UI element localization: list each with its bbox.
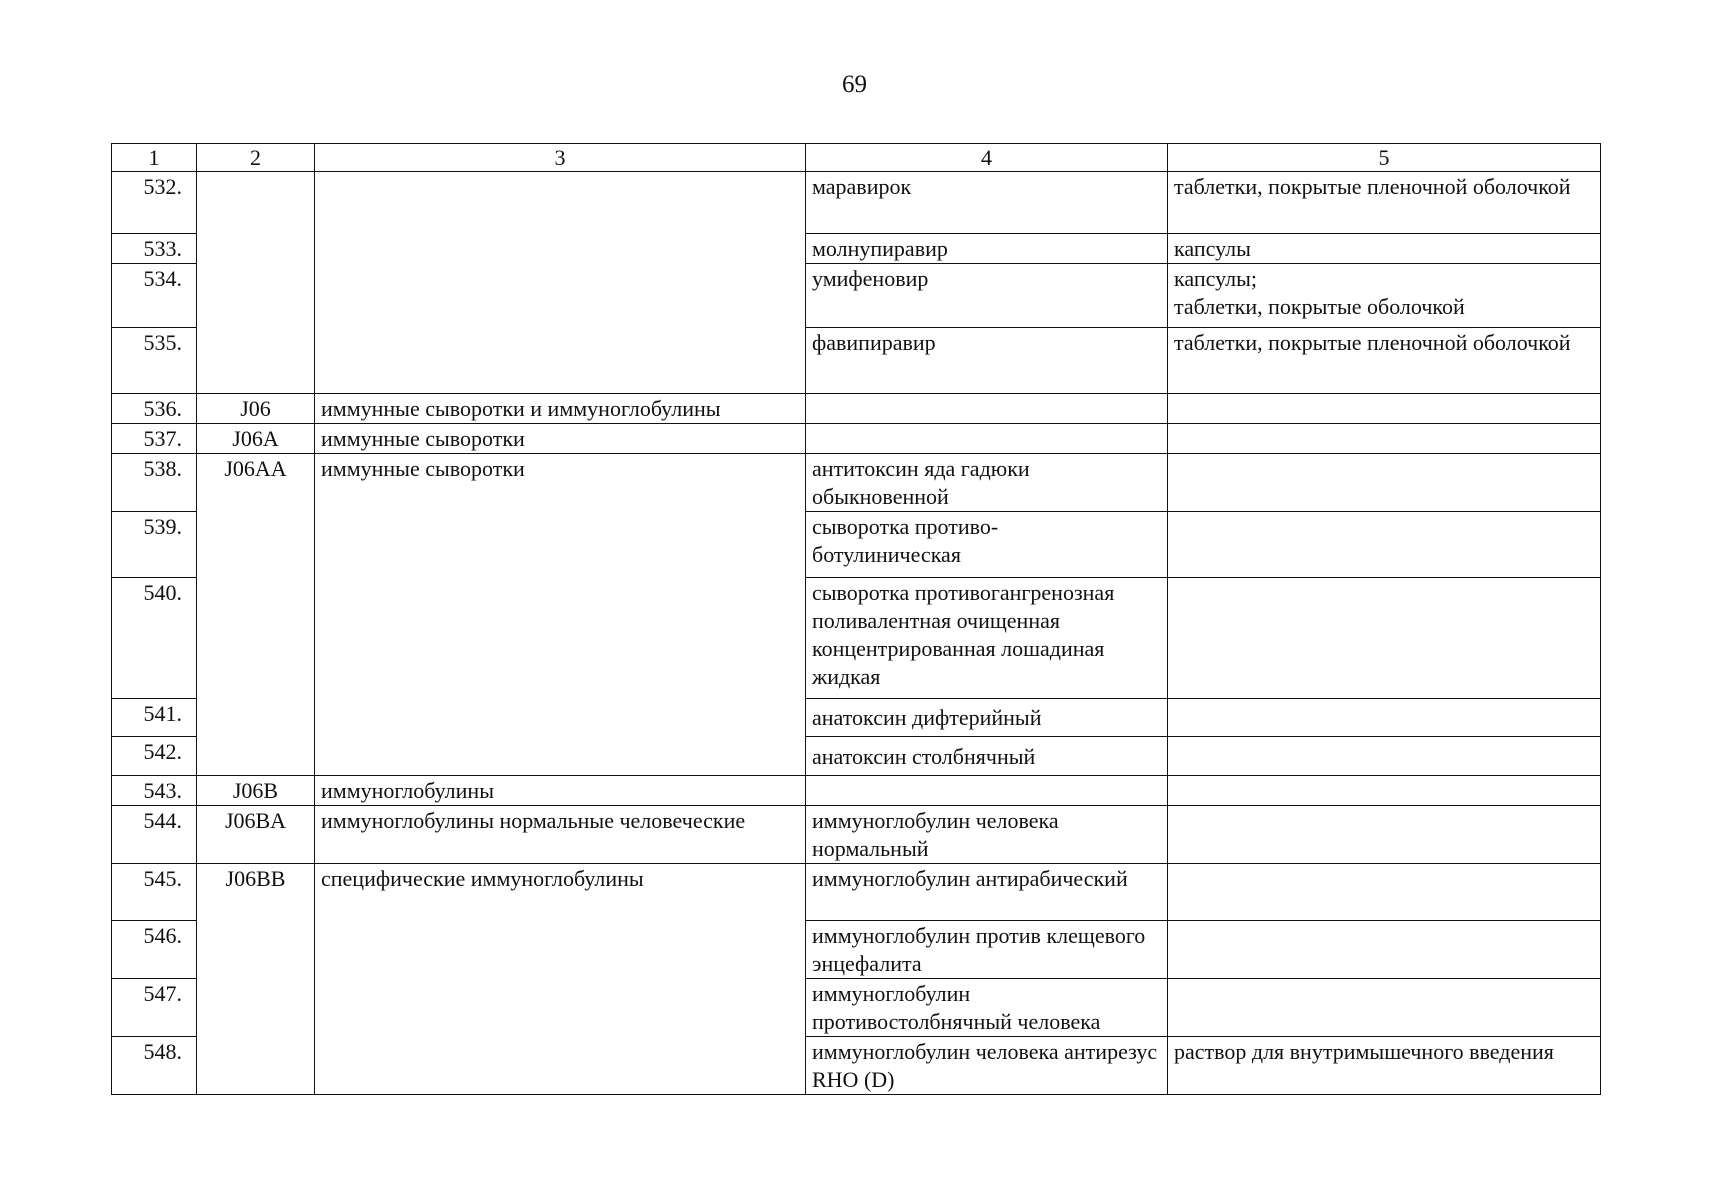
dosage-form bbox=[1168, 979, 1601, 1037]
drug-name: иммуноглобулин противостолбнячный человека bbox=[806, 979, 1168, 1037]
dosage-form bbox=[1168, 699, 1601, 737]
dosage-form bbox=[1168, 737, 1601, 776]
drug-name: молнупиравир bbox=[806, 234, 1168, 264]
row-number: 548. bbox=[112, 1037, 197, 1095]
row-number: 536. bbox=[112, 394, 197, 424]
row-number: 545. bbox=[112, 864, 197, 921]
drug-name: иммуноглобулин человека антирезус RHO (D) bbox=[806, 1037, 1168, 1095]
dosage-form: таблетки, покрытые пленочной оболочкой bbox=[1168, 328, 1601, 394]
atc-code: J06B bbox=[197, 776, 315, 806]
header-row bbox=[112, 144, 1601, 172]
table-row bbox=[112, 776, 1601, 806]
row-number: 547. bbox=[112, 979, 197, 1037]
drug-name: иммуноглобулин человека нормальный bbox=[806, 806, 1168, 864]
row-number: 535. bbox=[112, 328, 197, 394]
drug-name: антитоксин яда гадюки обыкновенной bbox=[806, 454, 1168, 512]
column-header-5: 5 bbox=[1168, 144, 1601, 172]
row-number: 539. bbox=[112, 512, 197, 578]
group-name: специфические иммуноглобулины bbox=[315, 864, 806, 1095]
row-number: 541. bbox=[112, 699, 197, 737]
dosage-form bbox=[1168, 776, 1601, 806]
drug-table bbox=[111, 143, 1601, 1095]
dosage-form bbox=[1168, 454, 1601, 512]
row-number: 542. bbox=[112, 737, 197, 776]
drug-name bbox=[806, 424, 1168, 454]
drug-name: иммуноглобулин антирабический bbox=[806, 864, 1168, 921]
drug-name: фавипиравир bbox=[806, 328, 1168, 394]
row-number: 540. bbox=[112, 578, 197, 699]
column-header-4: 4 bbox=[806, 144, 1168, 172]
dosage-form: таблетки, покрытые пленочной оболочкой bbox=[1168, 172, 1601, 234]
dosage-form bbox=[1168, 921, 1601, 979]
column-header-1: 1 bbox=[112, 144, 197, 172]
dosage-form bbox=[1168, 424, 1601, 454]
dosage-form: капсулы bbox=[1168, 234, 1601, 264]
row-number: 546. bbox=[112, 921, 197, 979]
row-number: 533. bbox=[112, 234, 197, 264]
table-row bbox=[112, 394, 1601, 424]
drug-name: иммуноглобулин против клещевого энцефалита bbox=[806, 921, 1168, 979]
drug-name bbox=[806, 394, 1168, 424]
group-name: иммуноглобулины bbox=[315, 776, 806, 806]
page-number: 69 bbox=[842, 71, 867, 98]
drug-name: маравирок bbox=[806, 172, 1168, 234]
group-name bbox=[315, 172, 806, 394]
group-name: иммунные сыворотки и иммуноглобулины bbox=[315, 394, 806, 424]
dosage-form bbox=[1168, 578, 1601, 699]
atc-code bbox=[197, 172, 315, 394]
drug-name: анатоксин столбнячный bbox=[806, 737, 1168, 776]
atc-code: J06 bbox=[197, 394, 315, 424]
column-header-3: 3 bbox=[315, 144, 806, 172]
dosage-form bbox=[1168, 864, 1601, 921]
group-name: иммунные сыворотки bbox=[315, 424, 806, 454]
table-row bbox=[112, 806, 1601, 864]
row-number: 538. bbox=[112, 454, 197, 512]
drug-name: умифеновир bbox=[806, 264, 1168, 328]
table-row bbox=[112, 864, 1601, 921]
dosage-form bbox=[1168, 394, 1601, 424]
drug-name: сыворотка противо- ботулиническая bbox=[806, 512, 1168, 578]
dosage-form bbox=[1168, 806, 1601, 864]
atc-code: J06BB bbox=[197, 864, 315, 1095]
drug-name: анатоксин дифтерийный bbox=[806, 699, 1168, 737]
dosage-form: капсулы; таблетки, покрытые оболочкой bbox=[1168, 264, 1601, 328]
drug-name: сыворотка противогангренозная поливалентная очищенная концентрированная лошадиная жидкая bbox=[806, 578, 1168, 699]
row-number: 537. bbox=[112, 424, 197, 454]
atc-code: J06AA bbox=[197, 454, 315, 776]
table-row bbox=[112, 424, 1601, 454]
row-number: 544. bbox=[112, 806, 197, 864]
drug-name bbox=[806, 776, 1168, 806]
atc-code: J06BA bbox=[197, 806, 315, 864]
group-name: иммунные сыворотки bbox=[315, 454, 806, 776]
row-number: 532. bbox=[112, 172, 197, 234]
group-name: иммуноглобулины нормальные человеческие bbox=[315, 806, 806, 864]
column-header-2: 2 bbox=[197, 144, 315, 172]
table-row bbox=[112, 454, 1601, 512]
table-row bbox=[112, 172, 1601, 234]
dosage-form: раствор для внутримышечного введения bbox=[1168, 1037, 1601, 1095]
atc-code: J06A bbox=[197, 424, 315, 454]
row-number: 534. bbox=[112, 264, 197, 328]
dosage-form bbox=[1168, 512, 1601, 578]
row-number: 543. bbox=[112, 776, 197, 806]
